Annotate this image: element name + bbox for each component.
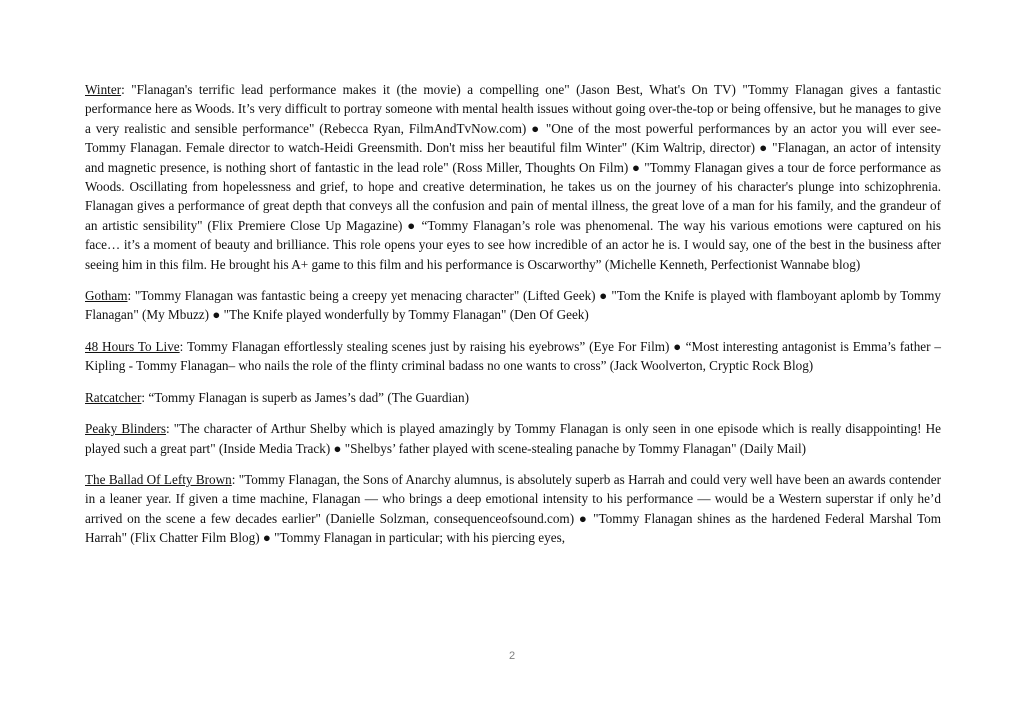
review-paragraph-winter <box>85 80 941 274</box>
review-text: : "Tommy Flanagan was fantastic being a creepy yet menacing character" (Lifted Geek) ● "Tom the Knife is played with flamboyant aplomb by Tommy Flanagan" (My Mbuzz) ● "The Knife played wonderfully by Tommy Flanagan" (Den Of Geek) <box>85 288 941 323</box>
film-title: Peaky Blinders <box>85 421 167 437</box>
film-title: Ratcatcher <box>85 389 142 405</box>
review-paragraph-ratcatcher <box>85 388 941 407</box>
review-paragraph-ballad-of-lefty-brown <box>85 470 941 548</box>
film-title: Winter <box>85 82 122 97</box>
film-title: Gotham <box>85 288 128 304</box>
review-text: : "Tommy Flanagan, the Sons of Anarchy alumnus, is absolutely superb as Harrah and could very well have been an awards contender in a leaner year. If given a time machine, Flanagan — who brings a deep emotional intensity to his performance — would be a Western superstar if only he’d arrived on the scene a few decades earlier" (Danielle Solzman, consequenceofsound.com) ● "Tommy Flanagan shines as the hardened Federal Marshal Tom Harrah" (Flix Chatter Film Blog) ● "Tommy Flanagan in particular; with his piercing eyes, <box>85 471 941 546</box>
review-paragraph-48-hours-to-live <box>85 337 941 376</box>
review-text: : "The character of Arthur Shelby which is played amazingly by Tommy Flanagan is only seen in one episode which is really disappointing! He played such a great part" (Inside Media Track) ● "Shelbys’ father played with scene-stealing panache by Tommy Flanagan" (Daily Mail) <box>85 421 942 456</box>
film-title: 48 Hours To Live <box>85 338 180 354</box>
film-title: The Ballad Of Lefty Brown <box>85 471 232 487</box>
document-page <box>85 80 941 560</box>
review-paragraph-peaky-blinders <box>85 419 941 458</box>
review-text: : Tommy Flanagan effortlessly stealing scenes just by raising his eyebrows” (Eye For Film) ● “Most interesting antagonist is Emma’s father – Kipling - Tommy Flanagan– who nails the role of the flinty criminal badass no one wants to cross” (Jack Woolverton, Cryptic Rock Blog) <box>85 338 941 374</box>
review-text: : “Tommy Flanagan is superb as James’s dad” (The Guardian) <box>141 389 469 405</box>
review-paragraph-gotham <box>85 286 941 325</box>
review-text: : "Flanagan's terrific lead performance makes it (the movie) a compelling one" (Jason Best, What's On TV) "Tommy Flanagan gives a fantastic performance here as Woods. It’s very difficult to portray someone with mental health issues without going over-the-top or being offensive, but he manages to give a very realistic and sensible performance" (Rebecca Ryan, FilmAndTvNow.com) ● "One of the most powerful performances by an actor you will ever see- Tommy Flanagan. Female director to watch-Heidi Greensmith. Don't miss her beautiful film Winter" (Kim Waltrip, director) ● "Flanagan, an actor of intensity and magnetic presence, is nothing short of fantastic in the lead role" (Ross Miller, Thoughts On Film) ● "Tommy Flanagan gives a tour de force performance as Woods. Oscillating from hopelessness and grief, to hope and creative determination, he takes us on the journey of his character's plunge into schizophrenia. Flanagan gives a performance of great depth that conveys all the confusion and pain of mental illness, the great love of a man for his family, and the grandeur of an artistic sensibility" (Flix Premiere Close Up Magazine) ● “Tommy Flanagan’s role was phenomenal. The way his various emotions were captured on his face… it’s a moment of beauty and brilliance. This role opens your eyes to see how incredible of an actor he is. I would say, one of the best in the business after seeing him in this film. He brought his A+ game to this film and his performance is Oscarworthy” (Michelle Kenneth, Perfectionist Wannabe blog) <box>85 82 941 272</box>
page-number: 2 <box>508 650 516 662</box>
